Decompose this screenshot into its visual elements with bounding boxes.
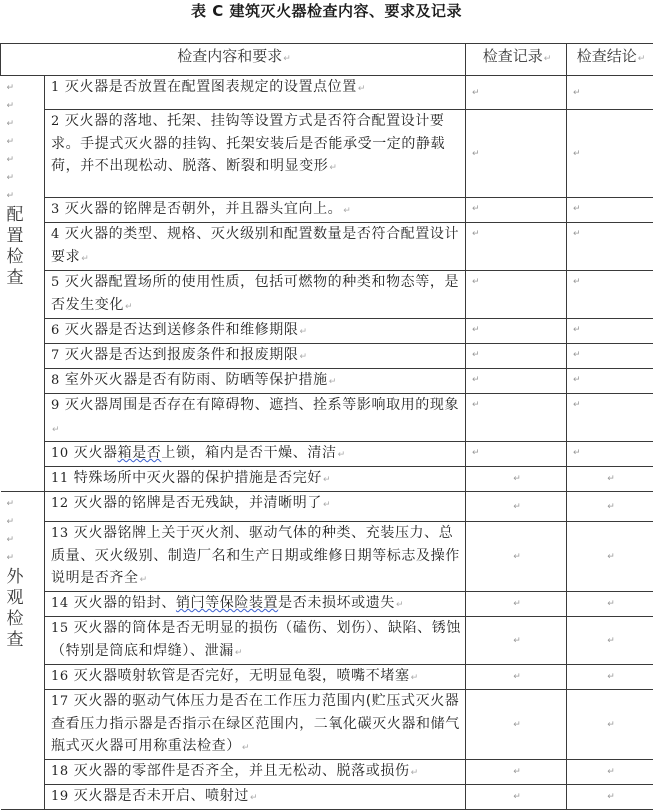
table-row [1, 760, 653, 785]
row-content: 11 特殊场所中灭火器的保护措施是否完好↵ [45, 467, 466, 492]
row-content: 3 灭火器的铭牌是否朝外，并且器头宜向上。↵ [45, 198, 466, 223]
group-label-char: 检 [7, 609, 45, 630]
row-content: 4 灭火器的类型、规格、灭火级别和配置数量是否符合配置设计要求↵ [45, 223, 466, 271]
row-content: 9 灭火器周围是否存在有障碍物、遮挡、拴系等影响取用的现象↵ [45, 394, 466, 442]
conclusion-cell[interactable]: ↵ [567, 369, 653, 394]
group-label-char: 查 [7, 268, 45, 289]
conclusion-cell[interactable]: ↵ [567, 760, 653, 785]
table-row [1, 467, 653, 492]
table-row [1, 271, 653, 319]
table-row [1, 592, 653, 617]
table-row [1, 665, 653, 690]
conclusion-cell[interactable]: ↵ [567, 110, 653, 198]
conclusion-cell[interactable]: ↵ [567, 442, 653, 467]
record-cell[interactable]: ↵ [466, 442, 567, 467]
table-row [1, 394, 653, 442]
conclusion-cell[interactable]: ↵ [567, 271, 653, 319]
conclusion-cell[interactable]: ↵ [567, 522, 653, 592]
record-cell[interactable]: ↵ [466, 592, 567, 617]
table-row [1, 110, 653, 198]
table-row [1, 319, 653, 344]
group-config: ↵ ↵ ↵ ↵ ↵ ↵ ↵ 配 置 检 查 [1, 76, 45, 492]
row-content: 7 灭火器是否达到报废条件和报废期限↵ [45, 344, 466, 369]
table-row [1, 522, 653, 592]
row-content: 8 室外灭火器是否有防雨、防晒等保护措施↵ [45, 369, 466, 394]
table-row [1, 617, 653, 665]
table-header-row [1, 44, 653, 76]
document-title: 表 C 建筑灭火器检查内容、要求及记录 [0, 0, 653, 24]
conclusion-cell[interactable]: ↵ [567, 319, 653, 344]
record-cell[interactable]: ↵ [466, 467, 567, 492]
header-conclusion: 检查结论↵ [567, 44, 653, 76]
record-cell[interactable]: ↵ [466, 344, 567, 369]
group-label-char: 置 [7, 226, 45, 247]
spellcheck-underline: 销闩等保险装置 [176, 595, 278, 611]
row-content: 14 灭火器的铅封、销闩等保险装置是否未损坏或遗失↵ [45, 592, 466, 617]
record-cell[interactable]: ↵ [466, 271, 567, 319]
row-content: 2 灭火器的落地、托架、挂钩等设置方式是否符合配置设计要求。手提式灭火器的挂钩、托架安装后是否能承受一定的静载荷，并不出现松动、脱落、断裂和明显变形↵ [45, 110, 466, 198]
record-cell[interactable]: ↵ [466, 319, 567, 344]
record-cell[interactable]: ↵ [466, 690, 567, 760]
record-cell[interactable]: ↵ [466, 492, 567, 522]
record-cell[interactable]: ↵ [466, 617, 567, 665]
row-content: 6 灭火器是否达到送修条件和维修期限↵ [45, 319, 466, 344]
record-cell[interactable]: ↵ [466, 760, 567, 785]
record-cell[interactable]: ↵ [466, 369, 567, 394]
row-content: 13 灭火器铭牌上关于灭火剂、驱动气体的种类、充装压力、总质量、灭火级别、制造厂名和生产日期或维修日期等标志及操作说明是否齐全↵ [45, 522, 466, 592]
conclusion-cell[interactable]: ↵ [567, 76, 653, 110]
row-content: 19 灭火器是否未开启、喷射过↵ [45, 785, 466, 810]
row-content: 1 灭火器是否放置在配置图表规定的设置点位置↵ [45, 76, 466, 110]
conclusion-cell[interactable]: ↵ [567, 492, 653, 522]
table-row [1, 76, 653, 110]
conclusion-cell[interactable]: ↵ [567, 394, 653, 442]
row-content: 15 灭火器的筒体是否无明显的损伤（磕伤、划伤）、缺陷、锈蚀（特别是筒底和焊缝）、泄漏↵ [45, 617, 466, 665]
group-label-char: 外 [7, 567, 45, 588]
group-label-char: 观 [7, 588, 45, 609]
header-record: 检查记录↵ [466, 44, 567, 76]
group-label-char: 配 [7, 205, 45, 226]
table-row [1, 492, 653, 522]
record-cell[interactable]: ↵ [466, 110, 567, 198]
conclusion-cell[interactable]: ↵ [567, 617, 653, 665]
table-row [1, 369, 653, 394]
table-row [1, 223, 653, 271]
conclusion-cell[interactable]: ↵ [567, 785, 653, 810]
record-cell[interactable]: ↵ [466, 522, 567, 592]
record-cell[interactable]: ↵ [466, 76, 567, 110]
row-content: 10 灭火器箱是否上锁，箱内是否干燥、清洁↵ [45, 442, 466, 467]
conclusion-cell[interactable]: ↵ [567, 198, 653, 223]
conclusion-cell[interactable]: ↵ [567, 344, 653, 369]
record-cell[interactable]: ↵ [466, 198, 567, 223]
table-row [1, 442, 653, 467]
inspection-table [0, 43, 653, 810]
conclusion-cell[interactable]: ↵ [567, 223, 653, 271]
spellcheck-underline: 箱是否 [118, 445, 162, 461]
row-content: 5 灭火器配置场所的使用性质，包括可燃物的种类和物态等，是否发生变化↵ [45, 271, 466, 319]
record-cell[interactable]: ↵ [466, 394, 567, 442]
row-content: 12 灭火器的铭牌是否无残缺，并清晰明了↵ [45, 492, 466, 522]
row-content: 16 灭火器喷射软管是否完好，无明显龟裂，喷嘴不堵塞↵ [45, 665, 466, 690]
row-content: 18 灭火器的零部件是否齐全，并且无松动、脱落或损伤↵ [45, 760, 466, 785]
record-cell[interactable]: ↵ [466, 785, 567, 810]
conclusion-cell[interactable]: ↵ [567, 690, 653, 760]
group-label-char: 检 [7, 247, 45, 268]
group-label-char: 查 [7, 630, 45, 651]
table-row [1, 690, 653, 760]
table-row [1, 198, 653, 223]
conclusion-cell[interactable]: ↵ [567, 467, 653, 492]
header-content: 检查内容和要求↵ [1, 44, 466, 76]
record-cell[interactable]: ↵ [466, 223, 567, 271]
conclusion-cell[interactable]: ↵ [567, 592, 653, 617]
table-row [1, 785, 653, 810]
group-appearance: ↵ ↵ ↵ ↵ 外 观 检 查 [1, 492, 45, 810]
record-cell[interactable]: ↵ [466, 665, 567, 690]
row-content: 17 灭火器的驱动气体压力是否在工作压力范围内(贮压式灭火器查看压力指示器是否指示在绿区范围内，二氧化碳灭火器和储气瓶式灭火器可用称重法检查）↵ [45, 690, 466, 760]
table-row [1, 344, 653, 369]
conclusion-cell[interactable]: ↵ [567, 665, 653, 690]
